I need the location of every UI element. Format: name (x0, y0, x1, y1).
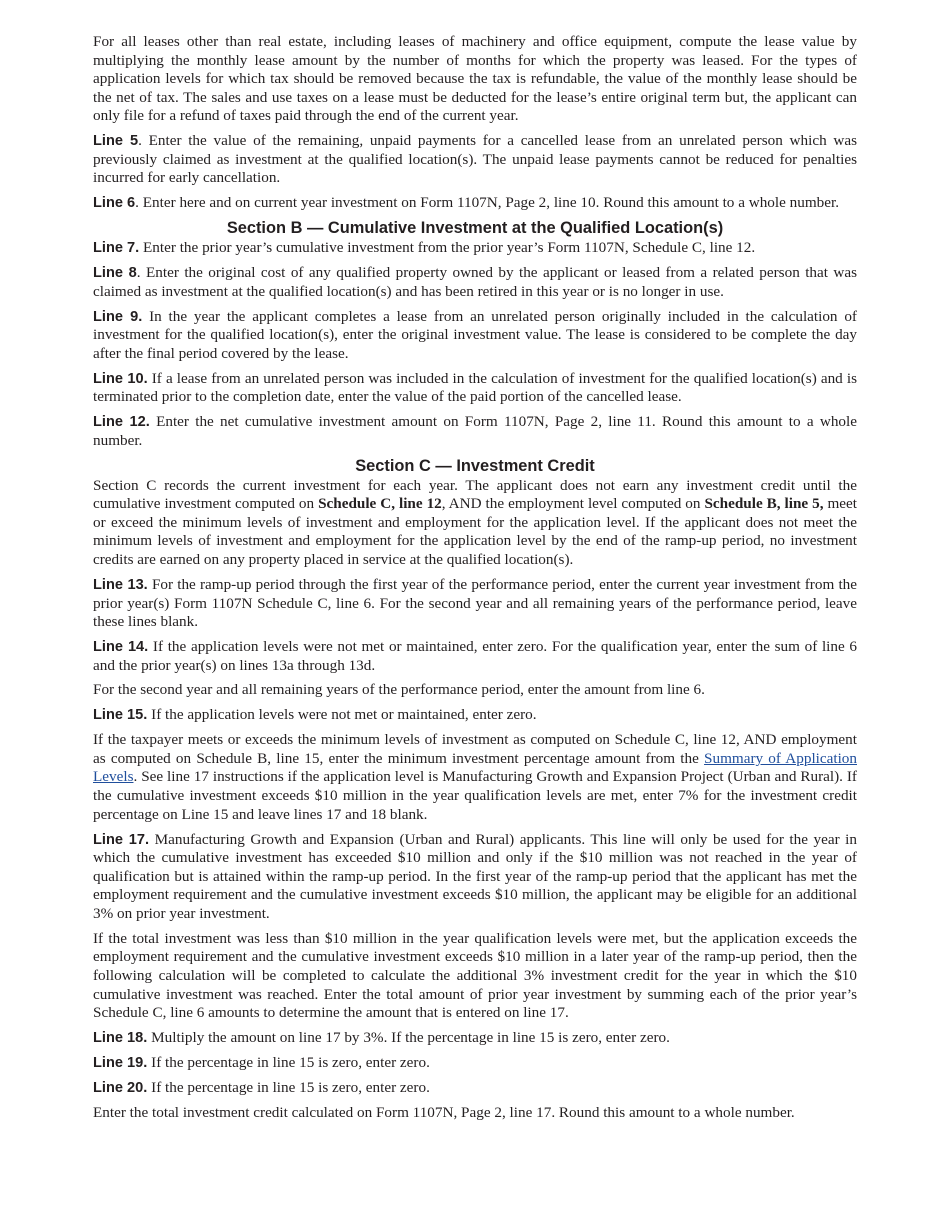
line12-paragraph (93, 413, 857, 450)
line19-text: If the percentage in line 15 is zero, enter zero. (147, 1053, 430, 1071)
closing-paragraph (93, 1104, 857, 1123)
summary-of-application-levels-link[interactable]: Summary of Application Levels (93, 749, 857, 786)
section-b-heading: Section B — Cumulative Investment at the Qualified Location(s) (226, 219, 724, 238)
section-c-intro-text-3: meet or exceed the minimum levels of investment and employment for the application level. If the applicant does not meet the minimum levels of investment and employment for the application level by the end of the ramp-up period, no investment credits are earned on any property placed in service at the qualified location(s). (93, 495, 858, 569)
section-c-intro-text-2: , AND the employment level computed on (441, 495, 705, 513)
line17-note-paragraph (93, 930, 857, 1023)
line17-label: Line 17. (93, 831, 150, 848)
line13-text: For the ramp-up period through the first year of the performance period, enter the current year investment from the prior year(s) Form 1107N Schedule C, line 6. For the second year and all remaining years of the performance period, leave these lines blank. (93, 575, 858, 631)
line15-paragraph (93, 706, 857, 725)
line18-label: Line 18. (93, 1030, 148, 1047)
line6-text: . Enter here and on current year investment on Form 1107N, Page 2, line 10. Round this amount to a whole number. (135, 194, 839, 212)
line15-label: Line 15. (93, 707, 148, 724)
line15-note-text-1: If the taxpayer meets or exceeds the minimum levels of investment as computed on Schedule C, line 12, AND employment as computed on Schedule B, line 15, enter the minimum investment percentage amount from the (93, 731, 857, 767)
line8-text: . Enter the original cost of any qualified property owned by the applicant or leased from a related person that was claimed as investment at the qualified location(s) and has been retired in this year or is no longer in use. (93, 264, 858, 300)
line5-label: Line 5 (93, 133, 139, 150)
line20-text: If the percentage in line 15 is zero, enter zero. (147, 1078, 430, 1096)
line17-note-text: If the total investment was less than $10 million in the year qualification levels were met, but the application exceeds the employment requirement and the cumulative investment exceeds $10 million in a later year of the ramp-up period, then the following calculation will be completed to calculate the additional 3% investment credit for the year in which the $10 cumulative investment was reached. Enter the total amount of prior year investment by summing each of the prior year’s Schedule C, line 6 amounts to determine the amount that is entered on line 17. (93, 929, 857, 1022)
line10-label: Line 10. (93, 370, 148, 387)
closing-text: Enter the total investment credit calculated on Form 1107N, Page 2, line 17. Round this amount to a whole number. (93, 1103, 795, 1121)
line7-text: Enter the prior year’s cumulative investment from the prior year’s Form 1107N, Schedule C, line 12. (139, 239, 756, 257)
line6-label: Line 6 (93, 195, 136, 212)
section-c-heading: Section C — Investment Credit (355, 456, 595, 475)
line10-paragraph (93, 370, 857, 407)
line9-paragraph (93, 308, 857, 364)
section-c-intro-text-1: Section C records the current investment for each year. The applicant does not earn any investment credit until the cumulative investment computed on (93, 476, 857, 513)
line5-paragraph (93, 132, 857, 188)
schedule-c-line12-ref: Schedule C, line 12 (318, 495, 442, 513)
line14-note-paragraph (93, 681, 857, 700)
line20-label: Line 20. (93, 1079, 148, 1096)
intro-paragraph (93, 33, 857, 126)
line7-label: Line 7. (93, 240, 140, 257)
line14-paragraph (93, 638, 857, 675)
line19-label: Line 19. (93, 1054, 148, 1071)
line8-label: Line 8 (93, 265, 137, 282)
line9-text: In the year the applicant completes a lease from an unrelated person originally included in the calculation of investment for the qualified location(s), enter the original investment value. The lease is considered to be complete the day after the final period covered by the lease. (93, 307, 857, 362)
line7-paragraph (93, 239, 857, 258)
intro-text: For all leases other than real estate, including leases of machinery and office equipment, compute the lease value by multiplying the monthly lease amount by the number of months for which the property was leased. For the types of application levels for which tax should be removed because the tax is refundable, the value of the monthly lease should be the net of tax. The sales and use taxes on a lease must be deducted for the lease’s entire original term but, the applicant can only file for a refund of taxes paid through the end of the current year. (93, 33, 857, 125)
line20-paragraph (93, 1079, 857, 1098)
line12-text: Enter the net cumulative investment amount on Form 1107N, Page 2, line 11. Round this amount to a whole number. (93, 413, 857, 449)
line10-text: If a lease from an unrelated person was included in the calculation of investment for the qualified location(s) and is terminated prior to the completion date, enter the value of the paid portion of the cancelled lease. (93, 369, 857, 406)
line8-paragraph (93, 264, 857, 301)
line17-paragraph (93, 831, 857, 924)
line15-text: If the application levels were not met or maintained, enter zero. (147, 706, 537, 724)
line9-label: Line 9. (93, 308, 143, 325)
line5-text: . Enter the value of the remaining, unpaid payments for a cancelled lease from an unrelated person which was previously claimed as investment at the qualified location(s). The unpaid lease payments cannot be reduced for penalties incurred for early cancellation. (93, 132, 857, 187)
line13-label: Line 13. (93, 576, 148, 593)
line18-text: Multiply the amount on line 17 by 3%. If the percentage in line 15 is zero, enter zero. (147, 1029, 670, 1047)
line6-paragraph (93, 194, 857, 213)
line18-paragraph (93, 1029, 857, 1048)
line19-paragraph (93, 1054, 857, 1073)
section-c-intro-paragraph (93, 477, 857, 570)
line15-note-text-2: . See line 17 instructions if the application level is Manufacturing Growth and Expansion Project (Urban and Rural). If the cumulative investment exceeds $10 million in the year qualification levels are met, enter 7% for the investment credit percentage on Line 15 and leave lines 17 and 18 blank. (93, 768, 857, 823)
line13-paragraph (93, 576, 857, 632)
line12-label: Line 12. (93, 414, 150, 431)
line14-text: If the application levels were not met or maintained, enter zero. For the qualification year, enter the sum of line 6 and the prior year(s) on lines 13a through 13d. (93, 638, 858, 674)
line14-label: Line 14. (93, 639, 149, 655)
schedule-b-line5-ref: Schedule B, line 5, (704, 495, 824, 513)
document-page (93, 33, 857, 1129)
line14-note-text: For the second year and all remaining years of the performance period, enter the amount from line 6. (93, 681, 705, 699)
line17-text: Manufacturing Growth and Expansion (Urban and Rural) applicants. This line will only be used for the year in which the cumulative investment has exceeded $10 million and only if the $10 million was not reached in the year of qualification but is attained within the ramp-up period. In the first year of the ramp-up period that the applicant has met the employment requirement and the cumulative investment exceeds $10 million, the applicant may be eligible for an additional 3% on prior year investment. (93, 830, 857, 922)
line15-note-paragraph (93, 731, 857, 824)
